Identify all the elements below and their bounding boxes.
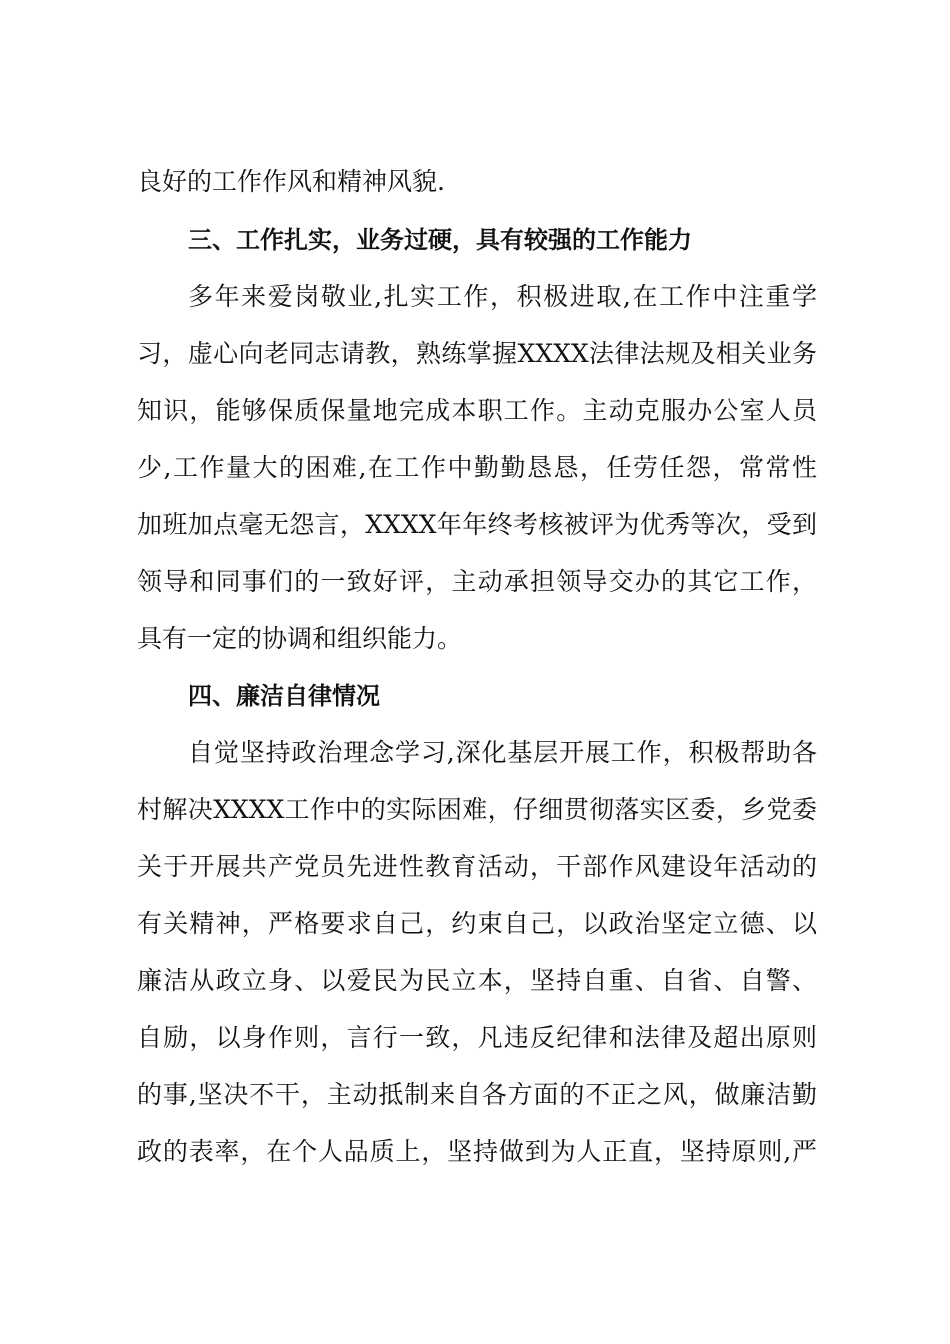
paragraph-line: 多年来爱岗敬业,扎实工作，积极进取,在工作中注重学 (188, 282, 817, 311)
paragraph-line: 的事,坚决不干，主动抵制来自各方面的不正之风，做廉洁勤 (137, 1080, 817, 1109)
paragraph-line: 自觉坚持政治理念学习,深化基层开展工作，积极帮助各 (188, 738, 817, 767)
section-heading-4: 四、廉洁自律情况 (188, 682, 380, 710)
paragraph-line: 政的表率，在个人品质上，坚持做到为人正直，坚持原则,严 (137, 1137, 817, 1166)
paragraph-line: 习，虚心向老同志请教，熟练掌握XXXX法律法规及相关业务 (137, 339, 817, 368)
paragraph-line-end: 良好的工作作风和精神风貌. (137, 167, 445, 196)
paragraph-line: 关于开展共产党员先进性教育活动，干部作风建设年活动的 (137, 852, 817, 881)
paragraph-line-end: 具有一定的协调和组织能力。 (137, 624, 463, 653)
paragraph-line: 有关精神，严格要求自己，约束自己，以政治坚定立德、以 (137, 909, 817, 938)
section-heading-3: 三、工作扎实，业务过硬，具有较强的工作能力 (188, 226, 692, 254)
paragraph-line: 知识，能够保质保量地完成本职工作。主动克服办公室人员 (137, 396, 817, 425)
paragraph-line: 自励，以身作则，言行一致，凡违反纪律和法律及超出原则 (137, 1023, 817, 1052)
paragraph-line: 加班加点毫无怨言，XXXX年年终考核被评为优秀等次，受到 (137, 510, 817, 539)
paragraph-line: 领导和同事们的一致好评，主动承担领导交办的其它工作， (137, 567, 817, 596)
paragraph-line: 村解决XXXX工作中的实际困难，仔细贯彻落实区委，乡党委 (137, 795, 817, 824)
paragraph-line: 少,工作量大的困难,在工作中勤勤恳恳，任劳任怨，常常性 (137, 453, 817, 482)
paragraph-line: 廉洁从政立身、以爱民为民立本，坚持自重、自省、自警、 (137, 966, 817, 995)
